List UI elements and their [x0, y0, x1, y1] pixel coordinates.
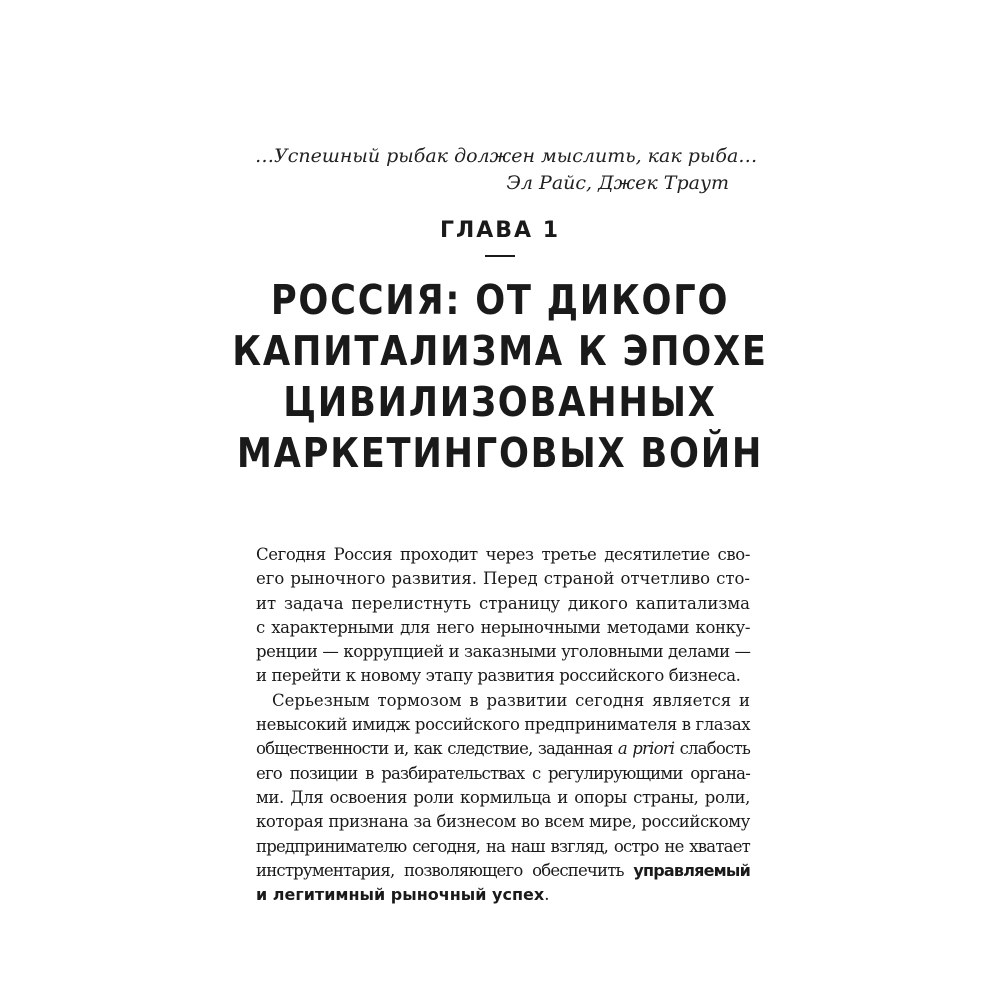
paragraph-1 — [256, 543, 750, 689]
bold-phrase: и легитимный рыночный успех — [256, 885, 545, 905]
text-line: его рыночного развития. Перед страной отчетливо сто- — [256, 569, 750, 589]
text-line: предпринимателю сегодня, на наш взгляд, остро не хватает — [256, 836, 750, 856]
text-line: Серьезным тормозом в развитии сегодня является и — [272, 690, 750, 710]
chapter-label: ГЛАВА 1 — [439, 218, 561, 243]
text-line — [256, 859, 750, 883]
bold-phrase: управляемый — [633, 860, 750, 880]
text-line: с характерными для него нерыночными методами конку- — [256, 617, 750, 637]
text-line — [256, 883, 750, 907]
text-line: невысокий имидж российского предпринимателя в глазах — [256, 715, 751, 735]
chapter-title-line: КАПИТАЛИЗМА К ЭПОХЕ — [232, 327, 768, 375]
text-line: которая признана за бизнесом во всем мире, российскому — [256, 812, 750, 832]
chapter-title-line: ЦИВИЛИЗОВАННЫХ — [283, 378, 717, 426]
italic-term: a priori — [617, 739, 675, 759]
chapter-divider — [485, 255, 515, 257]
chapter-title — [70, 275, 930, 479]
text-line: его позиции в разбирательствах с регулирующими органа- — [256, 763, 750, 783]
chapter-title-line: МАРКЕТИНГОВЫХ ВОЙН — [236, 429, 764, 477]
text-run: . — [544, 885, 550, 905]
text-line: ренции — коррупцией и заказными уголовными делами — — [256, 642, 751, 662]
paragraph-2 — [256, 689, 750, 908]
text-line — [256, 737, 750, 761]
epigraph-quote: …Успешный рыбак должен мыслить, как рыба… — [255, 145, 758, 167]
text-line: и перейти к новому этапу развития российского бизнеса. — [256, 666, 741, 686]
epigraph — [255, 143, 758, 197]
text-run: инструментария, позволяющего обеспечить — [256, 860, 634, 880]
text-line: ит задача перелистнуть страницу дикого капитализма — [256, 593, 750, 613]
text-run: слабость — [674, 739, 750, 759]
text-line: ми. Для освоения роли кормильца и опоры страны, роли, — [256, 787, 750, 807]
epigraph-author: Эл Райс, Джек Траут — [506, 172, 729, 194]
body-text — [256, 543, 750, 907]
chapter-title-line: РОССИЯ: ОТ ДИКОГО — [270, 276, 730, 324]
text-line: Сегодня Россия проходит через третье десятилетие сво- — [256, 545, 750, 564]
text-run: общественности и, как следствие, заданная — [256, 739, 618, 759]
